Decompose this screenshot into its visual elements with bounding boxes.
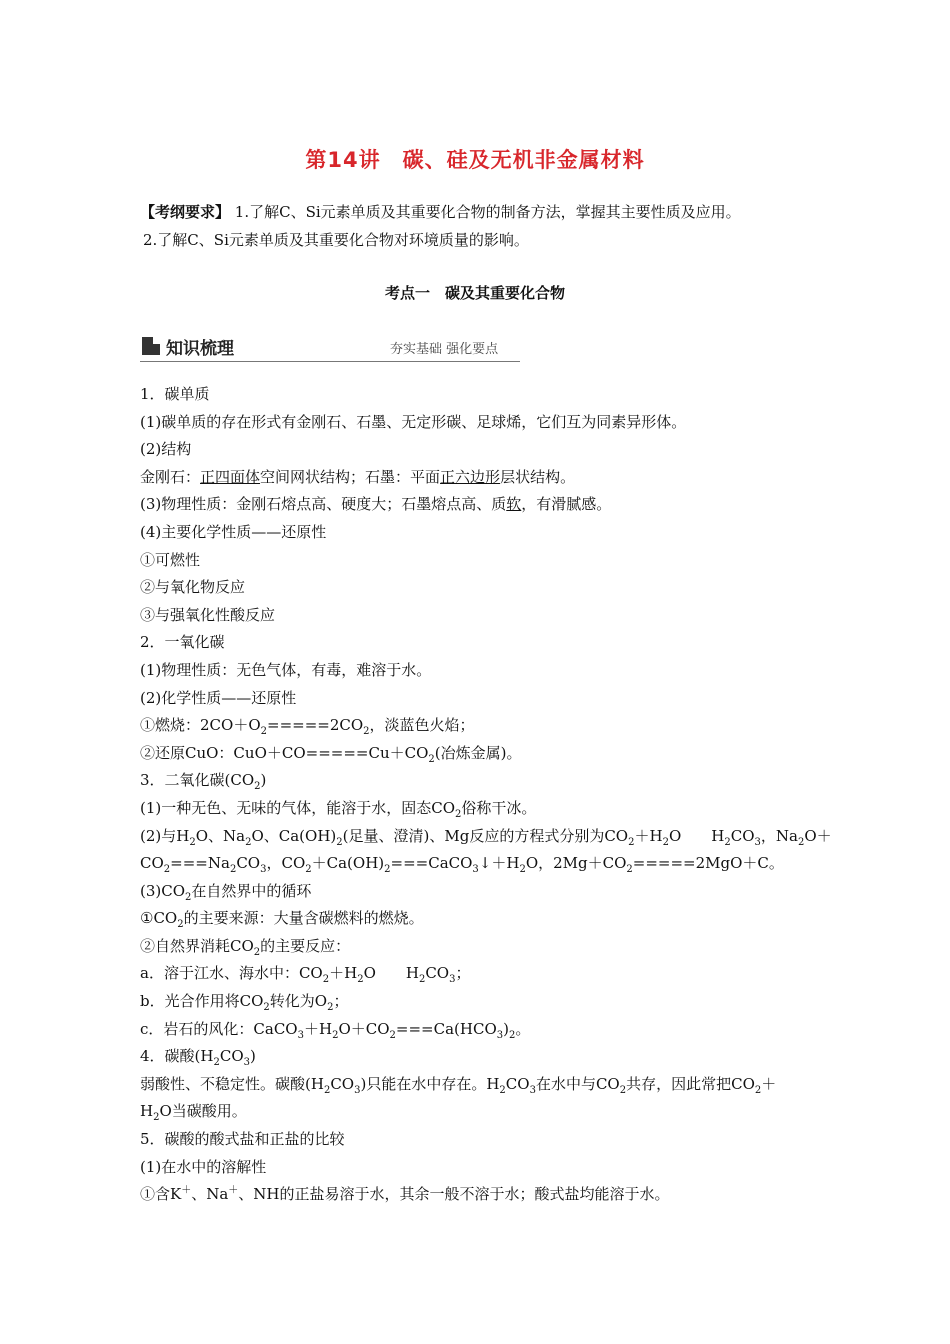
line-27: $H_2O$当碳酸用。 [140,1102,247,1124]
line-13: ①燃烧：$2CO+O_2=====2CO_2$，淡蓝色火焰； [140,716,475,738]
line-30: ①含K＋、Na＋、NH的正盐易溶于水，其余一般不溶于水；酸式盐均能溶于水。 [140,1185,670,1204]
line-17: (2)与$H_2O$、$Na_2O$、$Ca(OH)_2$(足量、澄清)、Mg反应的方程式分别为$CO_2+H_2O$ $H_2CO_3$，$Na_2O+$ [140,826,832,848]
answer-blank: 软 [506,495,522,514]
answer-blank: 正四面体 [200,467,261,486]
line-2: (1)碳单质的存在形式有金刚石、石墨、无定形碳、足球烯，它们互为同素异形体。 [140,412,687,431]
requirements-tag: 【考纲要求】 [140,203,231,221]
line-28: 5．碳酸的酸式盐和正盐的比较 [140,1130,345,1149]
line-14: ②还原CuO：$CuO+CO=====Cu+CO_2$(冶炼金属)。 [140,743,522,765]
line-8: ②与氧化物反应 [140,578,246,597]
requirements-item-2: 2.了解C、Si元素单质及其重要化合物对环境质量的影响。 [143,231,529,249]
content-body [140,381,832,1209]
banner-square-icon [142,337,160,355]
line-29: (1)在水中的溶解性 [140,1157,267,1176]
line-25: 4．碳酸$(H_2CO_3)$ [140,1047,256,1069]
banner-subtitle: 夯实基础 强化要点 [390,342,499,357]
requirements-item-1: 1.了解C、Si元素单质及其重要化合物的制备方法，掌握其主要性质及应用。 [230,203,741,221]
line-4: 金刚石：正四面体空间网状结构；石墨：平面正六边形层状结构。 [140,467,576,486]
line-1: 1．碳单质 [140,385,210,403]
line-22: a．溶于江水、海水中：$CO_2+H_2O$ $H_2CO_3$； [140,964,471,986]
line-18: $CO_2===Na_2CO_3$，$CO_2+Ca(OH)_2===CaCO_3↓+H_2O$，$2Mg+CO_2=====2MgO+C$。 [140,854,784,876]
line-20: $①CO_2$的主要来源：大量含碳燃料的燃烧。 [140,909,424,931]
line-16: (1)一种无色、无味的气体，能溶于水，固态$CO_2$俗称干冰。 [140,798,537,820]
line-26: 弱酸性、不稳定性。碳酸$(H_2CO_3)$只能在水中存在。$H_2CO_3$在水中与$CO_2$共存，因此常把$CO_2+$ [140,1074,777,1096]
line-3: (2)结构 [140,440,192,459]
line-19: $(3)CO_2$在自然界中的循环 [140,881,312,903]
line-5: (3)物理性质：金刚石熔点高、硬度大；石墨熔点高、质软，有滑腻感。 [140,495,612,514]
line-10: 2．一氧化碳 [140,633,225,652]
banner-title: 知识梳理 [166,339,234,359]
banner-divider [140,361,520,362]
section-title: 考点一 碳及其重要化合物 [384,284,565,302]
line-15: 3．二氧化碳$(CO_2)$ [140,771,267,793]
page-title: 第14讲 碳、硅及无机非金属材料 [305,148,645,172]
answer-blank: 正六边形 [440,467,501,486]
line-11: (1)物理性质：无色气体，有毒，难溶于水。 [140,660,432,679]
line-23: b．光合作用将$CO_2$转化为$O_2$； [140,992,349,1014]
knowledge-banner [140,332,522,364]
line-12: (2)化学性质——还原性 [140,688,297,707]
requirements-line-1 [140,201,840,222]
line-7: ①可燃性 [140,550,201,569]
line-21: ②自然界消耗$CO_2$的主要反应： [140,936,351,958]
line-9: ③与强氧化性酸反应 [140,605,276,624]
line-24: c．岩石的风化：$CaCO_3+H_2O+CO_2===Ca(HCO_3)_2$。 [140,1019,531,1041]
line-6: (4)主要化学性质——还原性 [140,522,327,541]
